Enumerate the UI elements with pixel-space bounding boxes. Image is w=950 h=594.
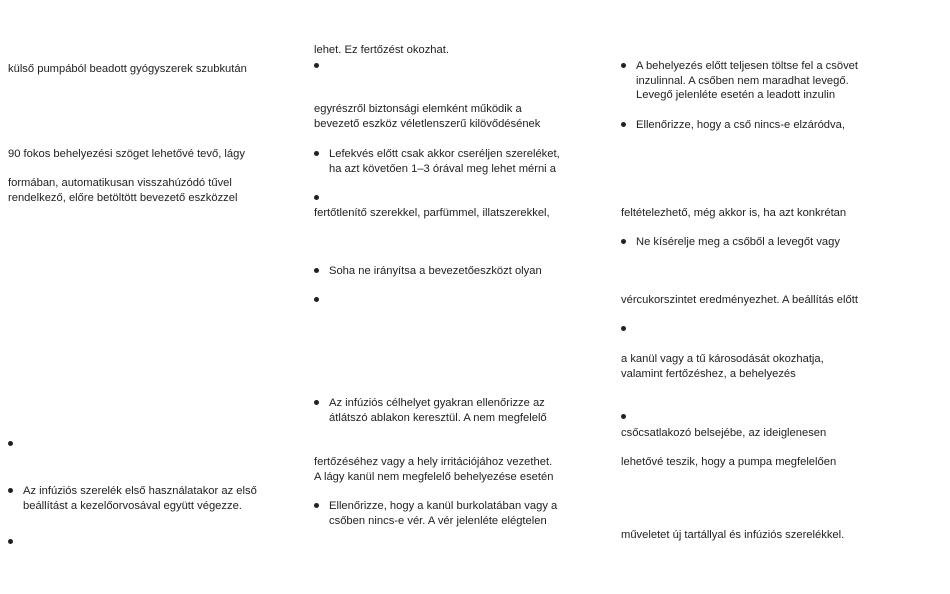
bullet-item bbox=[314, 147, 604, 176]
text-line: Levegő jelenléte esetén a leadott inzulin bbox=[636, 89, 836, 102]
text-block bbox=[621, 206, 921, 221]
text-line: fertőtlenítő szerekkel, parfümmel, illatszerekkel, bbox=[314, 207, 550, 219]
text-line: rendelkező, előre betöltött bevezető eszközzel bbox=[8, 191, 238, 204]
text-line: ha azt követően 1–3 órával meg lehet mérni a bbox=[329, 162, 556, 175]
text-line: vércukorszintet eredményezhet. A beállítás előtt bbox=[621, 294, 858, 306]
text-line: csőben nincs-e vér. A vér jelenléte elégtelen bbox=[329, 514, 547, 527]
text-line: valamint fertőzéshez, a behelyezés bbox=[621, 367, 796, 380]
bullet-item bbox=[621, 59, 921, 103]
bullet-item bbox=[314, 499, 604, 528]
text-line: lehetővé teszik, hogy a pumpa megfelelően bbox=[621, 456, 837, 468]
text-line: A behelyezés előtt teljesen töltse fel a csövet bbox=[636, 60, 859, 72]
text-block bbox=[621, 293, 921, 308]
bullet-dot-icon bbox=[621, 239, 626, 244]
bullet-item bbox=[621, 235, 921, 250]
bullet-item bbox=[621, 118, 921, 133]
text-block bbox=[621, 426, 921, 441]
text-line: beállítást a kezelőorvosával együtt végezze. bbox=[23, 499, 242, 512]
text-line: A lágy kanül nem megfelelő behelyezése esetén bbox=[314, 470, 554, 483]
bullet-item bbox=[8, 484, 298, 513]
text-line: műveletet új tartállyal és infúziós szerelékkel. bbox=[621, 529, 845, 541]
text-block bbox=[314, 102, 604, 131]
bullet-dot-icon bbox=[314, 151, 319, 156]
text-block bbox=[8, 147, 298, 162]
text-line: bevezető eszköz véletlenszerű kilövődésének bbox=[314, 117, 541, 130]
text-block bbox=[314, 43, 604, 58]
bullet-dot-icon bbox=[8, 488, 13, 493]
text-block bbox=[8, 176, 298, 205]
column-right bbox=[621, 0, 921, 594]
text-line: a kanül vagy a tű károsodását okozhatja, bbox=[621, 353, 824, 365]
bullet-dot-icon bbox=[314, 195, 319, 200]
text-line: fertőzéséhez vagy a hely irritációjához vezethet. bbox=[314, 456, 553, 468]
bullet-dot-icon bbox=[621, 414, 626, 419]
text-line: külső pumpából beadott gyógyszerek szubkután bbox=[8, 63, 247, 75]
text-line: Az infúziós célhelyet gyakran ellenőrizze az bbox=[329, 397, 545, 409]
text-block bbox=[314, 455, 604, 484]
text-line: csőcsatlakozó belsejébe, az ideiglenesen bbox=[621, 427, 827, 439]
text-line: Lefekvés előtt csak akkor cseréljen szereléket, bbox=[329, 148, 560, 160]
text-line: Soha ne irányítsa a bevezetőeszközt olyan bbox=[329, 265, 542, 277]
text-line: Az infúziós szerelék első használatakor az első bbox=[23, 485, 257, 497]
bullet-dot-icon bbox=[314, 503, 319, 508]
bullet-dot-icon bbox=[8, 441, 13, 446]
text-line: lehet. Ez fertőzést okozhat. bbox=[314, 44, 449, 56]
text-block bbox=[621, 352, 921, 381]
bullet-dot-icon bbox=[314, 268, 319, 273]
text-line: Ellenőrizze, hogy a cső nincs-e elzáródva, bbox=[636, 119, 845, 131]
bullet-dot-icon bbox=[314, 63, 319, 68]
text-line: formában, automatikusan visszahúzódó tűvel bbox=[8, 177, 232, 189]
bullet-dot-icon bbox=[314, 297, 319, 302]
text-line: egyrészről biztonsági elemként működik a bbox=[314, 103, 522, 115]
text-line: inzulinnal. A csőben nem maradhat levegő. bbox=[636, 74, 849, 87]
bullet-dot-icon bbox=[314, 400, 319, 405]
text-block bbox=[314, 206, 604, 221]
bullet-item bbox=[314, 396, 604, 425]
bullet-item bbox=[314, 264, 604, 279]
text-block bbox=[8, 62, 298, 77]
bullet-dot-icon bbox=[621, 326, 626, 331]
text-line: feltételezhető, még akkor is, ha azt konkrétan bbox=[621, 207, 847, 219]
bullet-dot-icon bbox=[621, 63, 626, 68]
text-line: 90 fokos behelyezési szöget lehetővé tevő, lágy bbox=[8, 148, 245, 160]
text-line: átlátszó ablakon keresztül. A nem megfelelő bbox=[329, 411, 547, 424]
bullet-dot-icon bbox=[8, 539, 13, 544]
text-line: Ellenőrizze, hogy a kanül burkolatában vagy a bbox=[329, 500, 558, 512]
text-line: Ne kísérelje meg a csőből a levegőt vagy bbox=[636, 236, 840, 248]
column-middle bbox=[314, 0, 604, 594]
text-block bbox=[621, 455, 921, 470]
column-left bbox=[8, 0, 298, 594]
bullet-dot-icon bbox=[621, 122, 626, 127]
text-block bbox=[621, 528, 921, 543]
